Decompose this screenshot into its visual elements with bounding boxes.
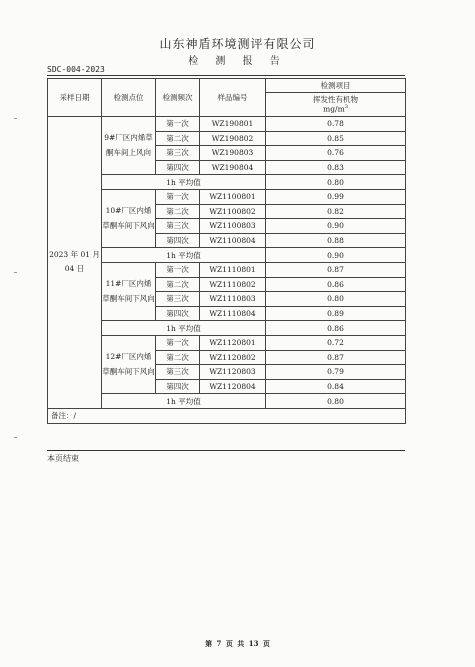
frequency-cell: 第二次: [156, 350, 200, 365]
column-header-frequency: 检测频次: [156, 79, 200, 117]
report-subtitle: 检 测 报 告: [188, 56, 287, 67]
end-rule: [47, 450, 405, 451]
document-number: SDC-004-2023: [47, 65, 105, 74]
margin-mark: [14, 272, 17, 273]
monitoring-point-cell: 9#厂区内烯草酮车间上风向: [102, 117, 156, 175]
item-unit-line: [266, 104, 405, 114]
average-row: [48, 394, 406, 409]
frequency-cell: 第四次: [156, 306, 200, 321]
sample-id-cell: WZ1100802: [200, 204, 266, 219]
value-cell: 0.83: [266, 160, 406, 175]
frequency-cell: 第一次: [156, 262, 200, 277]
sample-id-cell: WZ1120802: [200, 350, 266, 365]
average-label: 1h 平均值: [102, 175, 266, 190]
frequency-cell: 第四次: [156, 379, 200, 394]
average-label: 1h 平均值: [102, 321, 266, 336]
sample-id-cell: WZ190802: [200, 131, 266, 146]
average-value: 0.80: [266, 175, 406, 190]
average-row: [48, 248, 406, 263]
sample-id-cell: WZ190801: [200, 117, 266, 132]
value-cell: 0.85: [266, 131, 406, 146]
end-of-page-note: 本页结束: [47, 454, 79, 463]
item-unit: mg/m: [323, 104, 345, 114]
column-header-item: 检测项目: [266, 79, 406, 93]
value-cell: 0.87: [266, 262, 406, 277]
monitoring-point-cell: 10#厂区内烯草酮车间下风向: [102, 189, 156, 247]
sample-id-cell: WZ1100804: [200, 233, 266, 248]
value-cell: 0.90: [266, 219, 406, 234]
sample-id-cell: WZ1100801: [200, 189, 266, 204]
average-label: 1h 平均值: [102, 394, 266, 409]
monitoring-point-cell: 12#厂区内烯草酮车间下风向: [102, 335, 156, 393]
margin-mark: [14, 437, 17, 438]
value-cell: 0.84: [266, 379, 406, 394]
item-name-cell: [266, 93, 406, 117]
value-cell: 0.89: [266, 306, 406, 321]
frequency-cell: 第三次: [156, 146, 200, 161]
table-row: [48, 189, 406, 204]
average-value: 0.86: [266, 321, 406, 336]
item-name: 挥发性有机物: [313, 95, 358, 105]
frequency-cell: 第四次: [156, 233, 200, 248]
company-name: 山东神盾环境测评有限公司: [159, 37, 316, 51]
page-footer: 第 7 页 共 13 页: [205, 639, 270, 648]
average-label: 1h 平均值: [102, 248, 266, 263]
frequency-cell: 第一次: [156, 117, 200, 132]
sampling-date-cell: 2023 年 01 月 04 日: [48, 117, 102, 409]
table-row: [48, 335, 406, 350]
remarks-cell: 备注：/: [48, 408, 406, 423]
sample-id-cell: WZ1120803: [200, 365, 266, 380]
sample-id-cell: WZ190804: [200, 160, 266, 175]
frequency-cell: 第四次: [156, 160, 200, 175]
sample-id-cell: WZ1110802: [200, 277, 266, 292]
sample-id-cell: WZ1120801: [200, 335, 266, 350]
sample-id-cell: WZ190803: [200, 146, 266, 161]
value-cell: 0.88: [266, 233, 406, 248]
value-cell: 0.87: [266, 350, 406, 365]
column-header-date: 采样日期: [48, 79, 102, 117]
frequency-cell: 第二次: [156, 131, 200, 146]
sample-id-cell: WZ1110801: [200, 262, 266, 277]
sample-id-cell: WZ1100803: [200, 219, 266, 234]
frequency-cell: 第二次: [156, 204, 200, 219]
value-cell: 0.79: [266, 365, 406, 380]
sample-id-cell: WZ1120804: [200, 379, 266, 394]
table-row: [48, 262, 406, 277]
frequency-cell: 第一次: [156, 189, 200, 204]
value-cell: 0.80: [266, 292, 406, 307]
value-cell: 0.86: [266, 277, 406, 292]
sample-id-cell: WZ1110804: [200, 306, 266, 321]
average-value: 0.90: [266, 248, 406, 263]
frequency-cell: 第三次: [156, 219, 200, 234]
frequency-cell: 第三次: [156, 292, 200, 307]
average-row: [48, 175, 406, 190]
results-table: [47, 78, 406, 424]
margin-mark: [14, 118, 17, 119]
value-cell: 0.72: [266, 335, 406, 350]
frequency-cell: 第二次: [156, 277, 200, 292]
average-row: [48, 321, 406, 336]
value-cell: 0.76: [266, 146, 406, 161]
average-value: 0.80: [266, 394, 406, 409]
note-row: [48, 408, 406, 423]
table-row: [48, 117, 406, 132]
frequency-cell: 第三次: [156, 365, 200, 380]
item-unit-superscript: 3: [344, 104, 348, 111]
value-cell: 0.82: [266, 204, 406, 219]
column-header-sample: 样品编号: [200, 79, 266, 117]
header-rule: [47, 75, 405, 76]
value-cell: 0.78: [266, 117, 406, 132]
value-cell: 0.99: [266, 189, 406, 204]
column-header-point: 检测点位: [102, 79, 156, 117]
sample-id-cell: WZ1110803: [200, 292, 266, 307]
frequency-cell: 第一次: [156, 335, 200, 350]
monitoring-point-cell: 11#厂区内烯草酮车间下风向: [102, 262, 156, 320]
